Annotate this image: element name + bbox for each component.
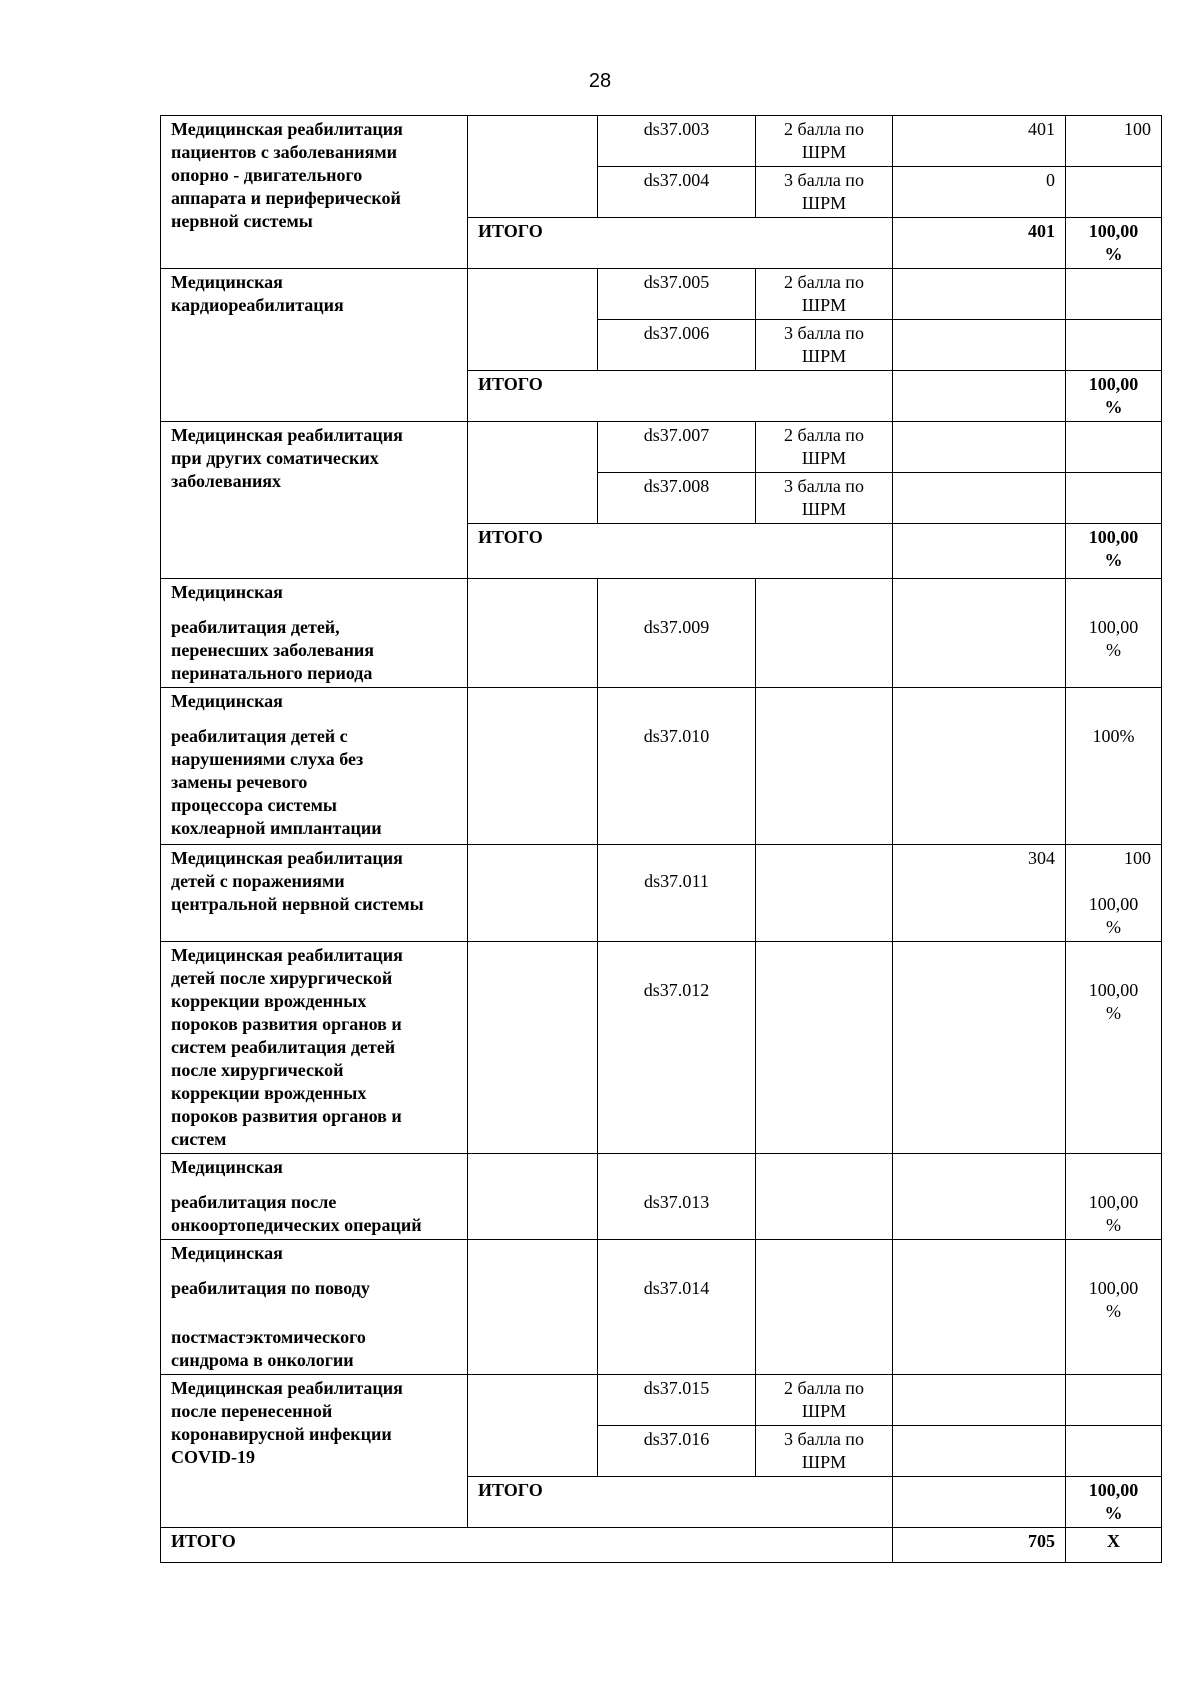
grand-total-row: [161, 1528, 1162, 1563]
count-cell: [893, 1154, 1066, 1240]
page-number: 28: [588, 70, 612, 92]
ksg-code: ds37.016: [598, 1426, 756, 1477]
subtotal-label: ИТОГО: [468, 371, 893, 422]
percent-cell: 100,00 %: [1066, 579, 1162, 688]
count-cell: 304: [893, 845, 1066, 942]
ksg-code: ds37.010: [598, 688, 756, 845]
empty-cell: [756, 845, 893, 942]
subtotal-percent: 100,00 %: [1066, 1477, 1162, 1528]
percent-cell: [1066, 167, 1162, 218]
ksg-code: ds37.007: [598, 422, 756, 473]
count-cell: 401: [893, 116, 1066, 167]
empty-cell: [468, 688, 598, 845]
table-row: [161, 1154, 1162, 1240]
ksg-code: ds37.008: [598, 473, 756, 524]
count-cell: [893, 1426, 1066, 1477]
ksg-code: ds37.005: [598, 269, 756, 320]
count-cell: [893, 320, 1066, 371]
ksg-code: ds37.004: [598, 167, 756, 218]
empty-cell: [468, 845, 598, 942]
ksg-code: ds37.009: [598, 579, 756, 688]
ksg-code: ds37.015: [598, 1375, 756, 1426]
grand-total-label: ИТОГО: [161, 1528, 893, 1563]
subtotal-label: ИТОГО: [468, 524, 893, 579]
shrm-score: 3 балла по ШРМ: [756, 1426, 893, 1477]
subtotal-count: [893, 524, 1066, 579]
empty-cell: [468, 422, 598, 524]
profile-name-cell: Медицинская реабилитация детей после хирургической коррекции врожденных пороков развития органов и систем реабилитация детей после хирургической коррекции врожденных пороков развития органов и систем: [161, 942, 468, 1154]
percent-cell: 100%: [1066, 688, 1162, 845]
count-cell: [893, 1375, 1066, 1426]
empty-cell: [756, 1240, 893, 1375]
empty-cell: [756, 1154, 893, 1240]
subtotal-count: [893, 371, 1066, 422]
empty-cell: [756, 579, 893, 688]
grand-total-count: 705: [893, 1528, 1066, 1563]
percent-cell: 100: [1066, 116, 1162, 167]
profile-name-cell: Медицинская реабилитация детей, перенесших заболевания перинатального периода: [161, 579, 468, 688]
subtotal-count: [893, 1477, 1066, 1528]
shrm-score: 2 балла по ШРМ: [756, 269, 893, 320]
table-row: [161, 845, 1162, 942]
table-row: [161, 688, 1162, 845]
percent-cell: 100,00 %: [1066, 942, 1162, 1154]
empty-cell: [468, 269, 598, 371]
percent-cell: [1066, 1375, 1162, 1426]
count-cell: [893, 942, 1066, 1154]
profile-name-cell: Медицинская реабилитация по поводу постмастэктомического синдрома в онкологии: [161, 1240, 468, 1375]
empty-cell: [468, 579, 598, 688]
shrm-score: 3 балла по ШРМ: [756, 167, 893, 218]
grand-total-percent: X: [1066, 1528, 1162, 1563]
empty-cell: [468, 116, 598, 218]
profile-name-cell: Медицинская кардиореабилитация: [161, 269, 468, 422]
empty-cell: [468, 1154, 598, 1240]
count-cell: [893, 688, 1066, 845]
percent-cell: [1066, 473, 1162, 524]
shrm-score: 2 балла по ШРМ: [756, 422, 893, 473]
ksg-code: ds37.011: [598, 845, 756, 942]
profile-name-cell: Медицинская реабилитация детей с нарушениями слуха без замены речевого процессора системы кохлеарной имплантации: [161, 688, 468, 845]
table-row: [161, 269, 1162, 320]
ksg-code: ds37.006: [598, 320, 756, 371]
percent-cell: [1066, 269, 1162, 320]
table-row: [161, 116, 1162, 167]
count-cell: [893, 269, 1066, 320]
profile-name-cell: Медицинская реабилитация при других соматических заболеваниях: [161, 422, 468, 579]
count-cell: [893, 1240, 1066, 1375]
subtotal-label: ИТОГО: [468, 1477, 893, 1528]
ksg-code: ds37.014: [598, 1240, 756, 1375]
shrm-score: 2 балла по ШРМ: [756, 1375, 893, 1426]
empty-cell: [468, 942, 598, 1154]
rehabilitation-table: [160, 115, 1162, 1563]
subtotal-label: ИТОГО: [468, 218, 893, 269]
count-cell: [893, 473, 1066, 524]
subtotal-percent: 100,00 %: [1066, 218, 1162, 269]
profile-name-cell: Медицинская реабилитация пациентов с заболеваниями опорно - двигательного аппарата и периферической нервной системы: [161, 116, 468, 269]
subtotal-percent: 100,00 %: [1066, 524, 1162, 579]
empty-cell: [468, 1240, 598, 1375]
shrm-score: 3 балла по ШРМ: [756, 473, 893, 524]
empty-cell: [756, 688, 893, 845]
table-row: [161, 1375, 1162, 1426]
subtotal-percent: 100,00 %: [1066, 371, 1162, 422]
profile-name-cell: Медицинская реабилитация после онкоортопедических операций: [161, 1154, 468, 1240]
count-cell: [893, 579, 1066, 688]
percent-cell: 100,00 %: [1066, 1154, 1162, 1240]
shrm-score: 2 балла по ШРМ: [756, 116, 893, 167]
ksg-code: ds37.003: [598, 116, 756, 167]
table-row: [161, 942, 1162, 1154]
percent-cell: 100,00 %: [1066, 1240, 1162, 1375]
percent-cell: [1066, 422, 1162, 473]
subtotal-count: 401: [893, 218, 1066, 269]
table-row: [161, 422, 1162, 473]
count-cell: [893, 422, 1066, 473]
table-row: [161, 1240, 1162, 1375]
table-row: [161, 579, 1162, 688]
empty-cell: [468, 1375, 598, 1477]
ksg-code: ds37.012: [598, 942, 756, 1154]
percent-cell: 100 100,00 %: [1066, 845, 1162, 942]
profile-name-cell: Медицинская реабилитация детей с поражениями центральной нервной системы: [161, 845, 468, 942]
empty-cell: [756, 942, 893, 1154]
shrm-score: 3 балла по ШРМ: [756, 320, 893, 371]
count-cell: 0: [893, 167, 1066, 218]
percent-cell: [1066, 320, 1162, 371]
percent-cell: [1066, 1426, 1162, 1477]
ksg-code: ds37.013: [598, 1154, 756, 1240]
profile-name-cell: Медицинская реабилитация после перенесенной коронавирусной инфекции COVID-19: [161, 1375, 468, 1528]
